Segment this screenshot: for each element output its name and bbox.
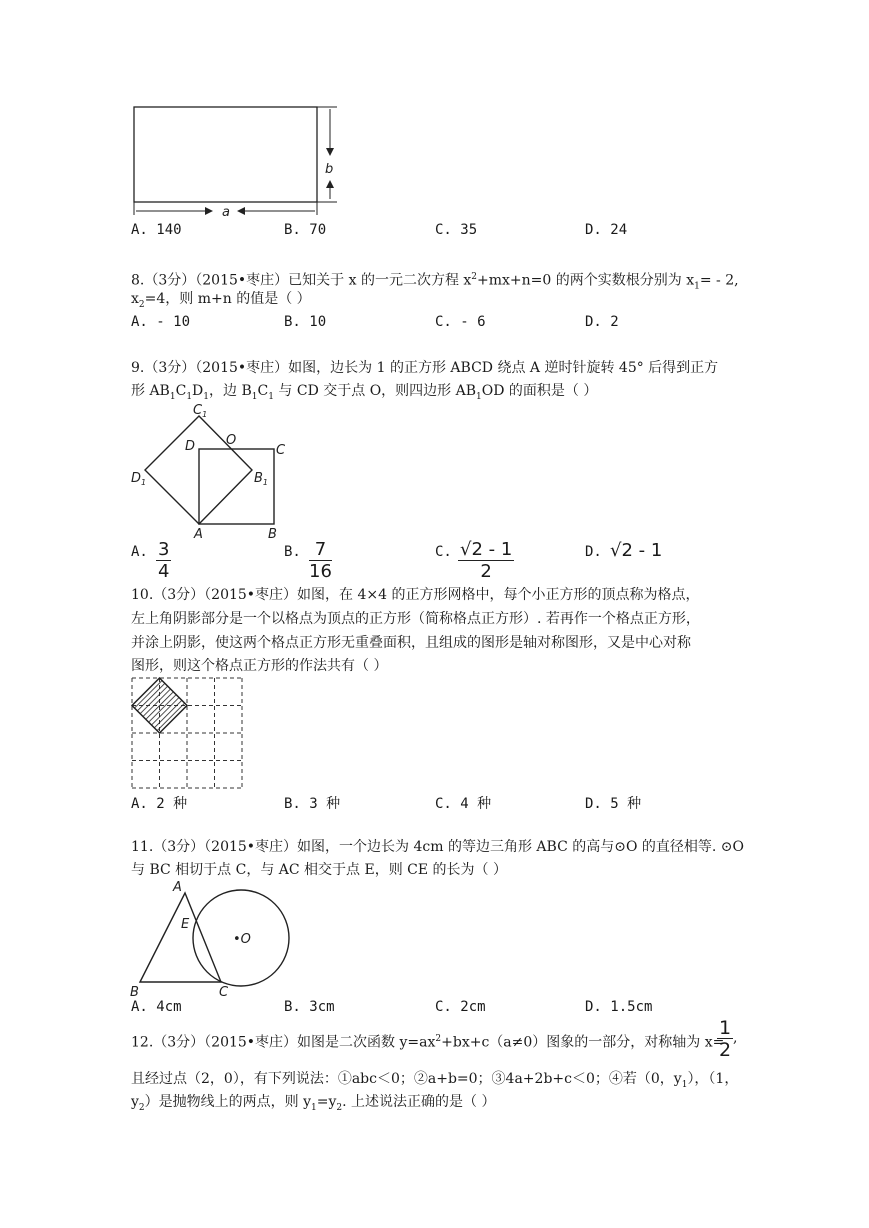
q9-option-a-label: A. — [131, 544, 148, 560]
q9-label-b1: $B_1$ — [254, 471, 269, 487]
q12-question-line1: 12.（3分）（2015•枣庄）如图是二次函数 $y=ax^2+bx+c(a\ne 0)$图象的一部分，对称轴为 x= — [131, 1034, 725, 1051]
q9-label-o: O — [226, 433, 237, 448]
q9-rotated-square-figure — [128, 400, 298, 545]
q10-grid-figure — [131, 677, 245, 791]
q11-label-b: B — [130, 985, 139, 1000]
q11-label-c: C — [219, 985, 229, 1000]
q8-question-line2: $x_2=4$，则 m+n 的值是（ ） — [131, 291, 311, 310]
q7-label-b: b — [325, 162, 334, 177]
q9-option-b-label: B. — [284, 544, 301, 560]
q12-question-line3: $y_2$）是抛物线上的两点，则 $y_1=y_2$. 上述说法正确的是（ ） — [131, 1094, 496, 1113]
q11-label-a: A — [173, 880, 182, 895]
q9-option-b-fraction: $\frac{7}{16}$ — [309, 539, 332, 582]
q9-label-b: B — [268, 527, 277, 542]
q9-question-line1: 9.（3分）（2015•枣庄）如图，边长为 1 的正方形 ABCD 绕点 A 逆时针旋转 45° 后得到正方 — [131, 360, 719, 376]
q9-question-line2: 形 $AB_1C_1D_1$，边 $B_1C_1$ 与 CD 交于点 O，则四边形 $AB_1OD$ 的面积是（ ） — [131, 383, 598, 402]
q9-label-d: D — [185, 439, 196, 454]
q10-option-d: D. 5 种 — [585, 796, 642, 812]
q7-option-a: A. 140 — [131, 222, 182, 238]
q12-axis-fraction: $\frac{1}{2}$ — [719, 1017, 732, 1061]
q9-option-d-label: D. — [585, 544, 602, 560]
q7-option-d: D. 24 — [585, 222, 628, 238]
q9-option-c-label: C. — [435, 544, 452, 560]
q10-option-b: B. 3 种 — [284, 796, 341, 812]
q10-question-line4: 图形，则这个格点正方形的作法共有（ ） — [131, 658, 388, 674]
q11-option-a: A. 4cm — [131, 999, 182, 1015]
q9-option-d-value: √2 - 1 — [610, 540, 663, 561]
q10-question-line1: 10.（3分）（2015•枣庄）如图，在 4×4 的正方形网格中，每个小正方形的顶点称为格点， — [131, 587, 700, 603]
q11-question-line1: 11.（3分）（2015•枣庄）如图，一个边长为 4cm 的等边三角形 ABC 的高与⊙O 的直径相等. ⊙O — [131, 839, 745, 855]
q7-rectangle-figure — [125, 100, 355, 220]
q12-fraction-tail: , — [733, 1030, 738, 1046]
q10-shaded-square — [132, 678, 187, 733]
q9-option-c-fraction: $\frac{√2 - 1}{2}$ — [460, 539, 513, 582]
q9-label-c1: $C_1$ — [193, 403, 208, 419]
q11-question-line2: 与 BC 相切于点 C，与 AC 相交于点 E，则 CE 的长为（ ） — [131, 862, 507, 878]
q11-option-c: C. 2cm — [435, 999, 486, 1015]
q7-label-a: a — [222, 205, 230, 220]
q8-option-d: D. 2 — [585, 314, 619, 330]
q10-question-line3: 并涂上阴影，使这两个格点正方形无重叠面积，且组成的图形是轴对称图形，又是中心对称 — [131, 635, 691, 651]
q10-option-c: C. 4 种 — [435, 796, 492, 812]
q9-option-a-fraction: $\frac{3}{4}$ — [158, 539, 170, 582]
q11-label-e: E — [181, 917, 190, 932]
q8-option-a: A. - 10 — [131, 314, 191, 330]
q12-question-line2: 且经过点（2，0），有下列说法：①abc＜0；②a+b=0；③4a+2b+c＜0；④若（0，$y_1$），（1， — [131, 1071, 739, 1090]
q10-option-a: A. 2 种 — [131, 796, 188, 812]
q9-label-d1: $D_1$ — [131, 471, 147, 487]
q7-option-c: C. 35 — [435, 222, 478, 238]
q8-option-b: B. 10 — [284, 314, 327, 330]
q8-question-line1: 8.（3分）（2015•枣庄）已知关于 x 的一元二次方程 $x^2+mx+n=0$ 的两个实数根分别为 $x_1= - 2$, — [131, 272, 739, 292]
q11-option-b: B. 3cm — [284, 999, 335, 1015]
q11-option-d: D. 1.5cm — [585, 999, 653, 1015]
q7-option-b: B. 70 — [284, 222, 327, 238]
q11-label-o: •O — [233, 932, 251, 947]
q9-label-c: C — [276, 443, 286, 458]
q11-triangle-circle-figure — [128, 878, 308, 1000]
q9-label-a: A — [194, 527, 203, 542]
q10-question-line2: 左上角阴影部分是一个以格点为顶点的正方形（简称格点正方形）. 若再作一个格点正方形， — [131, 611, 700, 627]
q8-option-c: C. - 6 — [435, 314, 486, 330]
